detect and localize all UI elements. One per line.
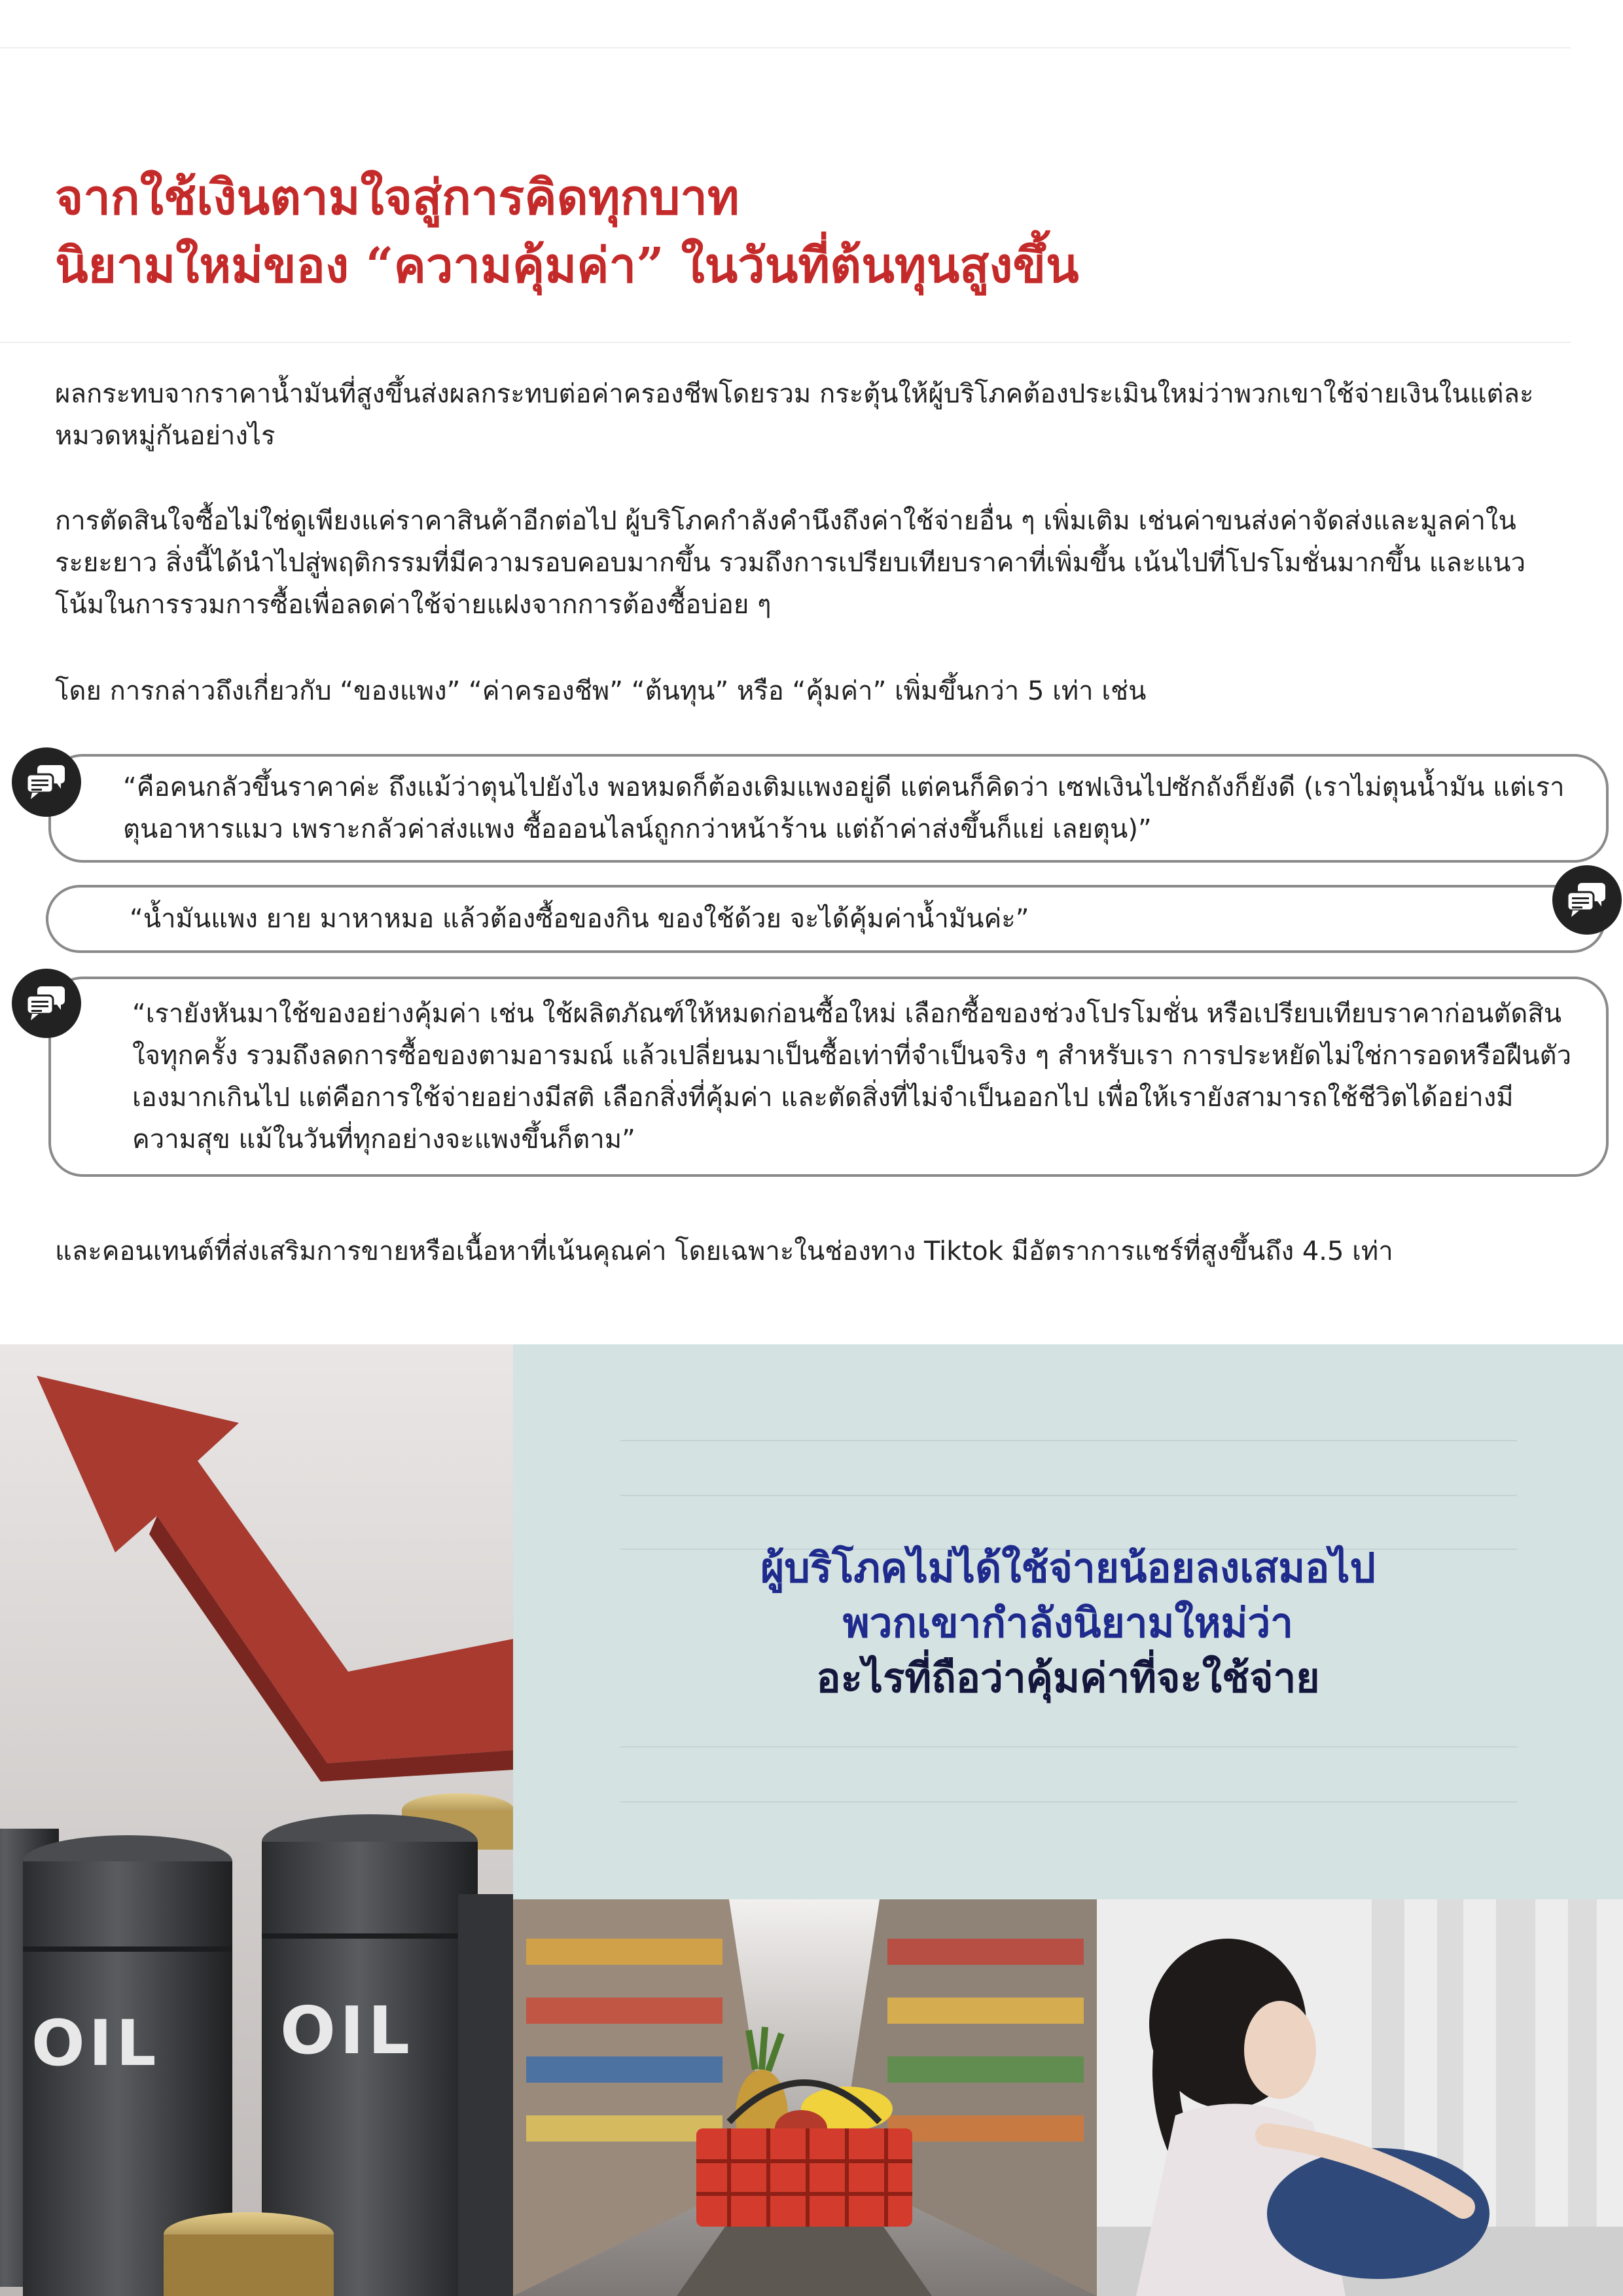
paragraph-purchase-decision: การตัดสินใจซื้อไม่ใช่ดูเพียงแค่ราคาสินค้าอีกต่อไป ผู้บริโภคกำลังคำนึงถึงค่าใช้จ่ายอื่น ๆ เพิ่มเติม เช่นค่าขนส่งค่าจัดส่งและมูลค่าในระยะยาว สิ่งนี้ได้นำไปสู่พฤติกรรมที่มีความรอบคอบมากขึ้น รวมถึงการเปรียบเทียบราคาที่เพิ่มขึ้น เน้นไปที่โปรโมชั่นมากขึ้น และแนวโน้มในการรวมการซื้อเพื่อลดค่าใช้จ่ายแฝงจากการต้องซื้อบ่อย ๆ (55, 506, 1526, 620)
quote-box-2 (46, 885, 1606, 953)
quote-text-1: “คือคนกลัวขึ้นราคาค่ะ ถึงแม้ว่าตุนไปยังไง พอหมดก็ต้องเติมแพงอยู่ดี แต่คนก็คิดว่า เซฟเงินไปซักถังก็ยังดี (เราไม่ตุนน้ำมัน แต่เราตุนอาหารแมว เพราะกลัวค่าส่งแพง ซื้อออนไลน์ถูกกว่าหน้าร้าน แต่ถ้าค่าส่งขึ้นก็แย่ เลยตุน)” (123, 772, 1565, 844)
chat-bubbles-icon (1552, 865, 1622, 935)
title-line-2: นิยามใหม่ของ “ความคุ้มค่า” ในวันที่ต้นทุนสูงขึ้น (55, 238, 1079, 294)
quote-text-2: “น้ำมันแพง ยาย มาหาหมอ แล้วต้องซื้อของกิน ของใช้ด้วย จะได้คุ้มค่าน้ำมันค่ะ” (130, 904, 1029, 934)
worried-woman-photo (1097, 1899, 1623, 2296)
quote-box-3 (48, 977, 1609, 1177)
chat-bubbles-icon (12, 969, 81, 1038)
callout-text (513, 1541, 1623, 1706)
header-divider (0, 47, 1571, 48)
title-divider (0, 342, 1571, 343)
callout-line-1: ผู้บริโภคไม่ได้ใช้จ่ายน้อยลงเสมอไป (760, 1544, 1376, 1592)
paragraph-tiktok: และคอนเทนต์ที่ส่งเสริมการขายหรือเนื้อหาที่เน้นคุณค่า โดยเฉพาะในช่องทาง Tiktok มีอัตราการแชร์ที่สูงขึ้นถึง 4.5 เท่า (55, 1236, 1393, 1266)
page-title (55, 164, 1573, 300)
chat-bubbles-icon (12, 747, 81, 817)
callout-rule (620, 1746, 1517, 1748)
paragraph-mentions: โดย การกล่าวถึงเกี่ยวกับ “ของแพง” “ค่าครองชีพ” “ต้นทุน” หรือ “คุ้มค่า” เพิ่มขึ้นกว่า 5 เท่า เช่น (55, 676, 1147, 706)
paragraph-intro: ผลกระทบจากราคาน้ำมันที่สูงขึ้นส่งผลกระทบต่อค่าครองชีพโดยรวม กระตุ้นให้ผู้บริโภคต้องประเมินใหม่ว่าพวกเขาใช้จ่ายเงินในแต่ละหมวดหมู่กันอย่างไร (55, 379, 1534, 451)
callout-rule (620, 1495, 1517, 1496)
callout-rule (620, 1801, 1517, 1803)
oil-label: OIL (280, 1992, 414, 2069)
callout-line-3: อะไรที่ถือว่าคุ้มค่าที่จะใช้จ่าย (816, 1654, 1320, 1702)
quote-box-1 (48, 754, 1609, 863)
grocery-basket-photo (513, 1899, 1097, 2296)
callout-rule (620, 1440, 1517, 1441)
oil-label: OIL (31, 2007, 160, 2080)
quote-text-3: “เรายังหันมาใช้ของอย่างคุ้มค่า เช่น ใช้ผลิตภัณฑ์ให้หมดก่อนซื้อใหม่ เลือกซื้อของช่วงโปรโมชั่น หรือเปรียบเทียบราคาก่อนตัดสินใจทุกครั้ง รวมถึงลดการซื้อของตามอารมณ์ แล้วเปลี่ยนมาเป็นซื้อเท่าที่จำเป็นจริง ๆ สำหรับเรา การประหยัดไม่ใช่การอดหรือฝืนตัวเองมากเกินไป แต่คือการใช้จ่ายอย่างมีสติ เลือกสิ่งที่คุ้มค่า และตัดสิ่งที่ไม่จำเป็นออกไป เพื่อให้เรายังสามารถใช้ชีวิตได้อย่างมีความสุข แม้ในวันที่ทุกอย่างจะแพงขึ้นก็ตาม” (132, 999, 1572, 1155)
oil-barrels-photo (0, 1344, 513, 2296)
callout-panel (513, 1344, 1623, 1899)
callout-line-2: พวกเขากำลังนิยามใหม่ว่า (842, 1599, 1294, 1647)
title-line-1: จากใช้เงินตามใจสู่การคิดทุกบาท (55, 170, 740, 226)
